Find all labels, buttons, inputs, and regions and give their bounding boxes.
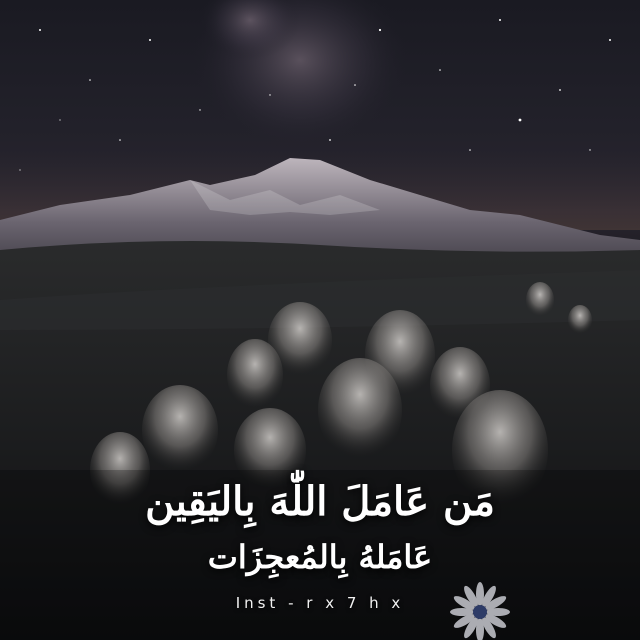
- instagram-handle: Inst - r x 7 h x: [235, 594, 405, 612]
- quote-line-2: عَامَلهُ بِالمُعجِزَات: [207, 538, 433, 576]
- quote-line-1: مَن عَامَلَ اللّٰهَ بِاليَقِين: [145, 478, 495, 525]
